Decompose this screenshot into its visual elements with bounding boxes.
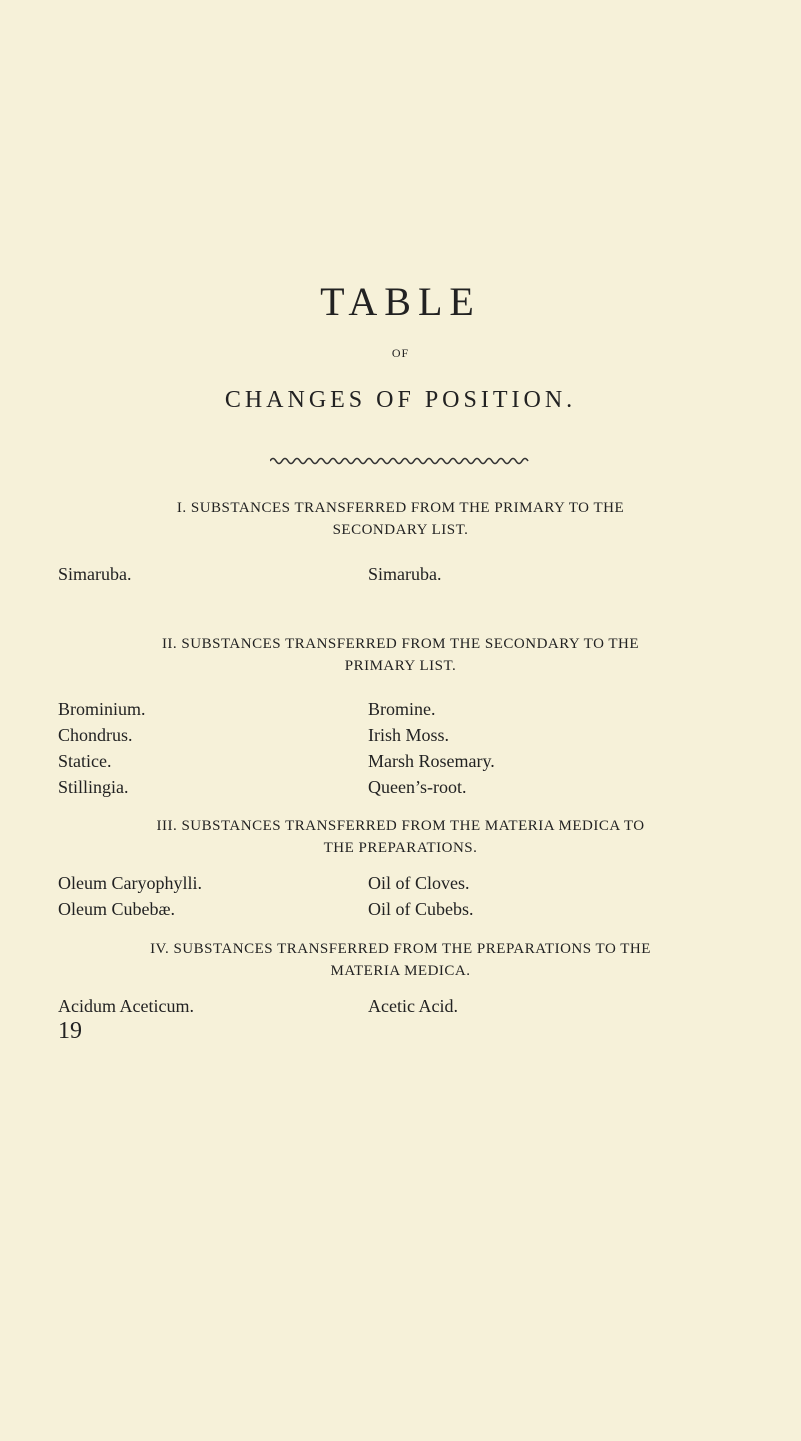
section-2-heading-line2: PRIMARY LIST. bbox=[344, 658, 457, 674]
section-2-row-3-new: Marsh Rosemary. bbox=[368, 751, 495, 771]
section-3-row-1-old: Oleum Caryophylli. bbox=[58, 873, 202, 893]
page-number: 19 bbox=[58, 1018, 82, 1044]
page-subtitle: CHANGES OF POSITION. bbox=[224, 387, 577, 413]
section-1-row-1-new: Simaruba. bbox=[368, 564, 442, 584]
section-2-row-3-old: Statice. bbox=[58, 751, 112, 771]
section-1-row-1-old: Simaruba. bbox=[58, 564, 132, 584]
page-title: TABLE bbox=[320, 279, 481, 324]
section-2-row-1-new: Bromine. bbox=[368, 699, 436, 719]
section-2-heading-line1: II. SUBSTANCES TRANSFERRED FROM THE SECONDARY TO THE bbox=[161, 636, 640, 652]
section-3-heading-line1: III. SUBSTANCES TRANSFERRED FROM THE MATERIA MEDICA TO bbox=[156, 818, 645, 834]
section-4-row-1-old: Acidum Aceticum. bbox=[58, 996, 194, 1016]
section-2-row-4-new: Queen’s-root. bbox=[368, 777, 467, 797]
section-1-heading-line1: I. SUBSTANCES TRANSFERRED FROM THE PRIMARY TO THE bbox=[176, 500, 625, 516]
section-3-heading-line2: THE PREPARATIONS. bbox=[323, 840, 478, 856]
section-1-heading-line2: SECONDARY LIST. bbox=[332, 522, 469, 538]
section-2-row-4-old: Stillingia. bbox=[58, 777, 129, 797]
section-3-row-1-new: Oil of Cloves. bbox=[368, 873, 470, 893]
section-4-heading-line1: IV. SUBSTANCES TRANSFERRED FROM THE PREPARATIONS TO THE bbox=[150, 941, 651, 957]
section-2-heading bbox=[30, 633, 771, 677]
section-4-heading bbox=[30, 938, 771, 982]
title-connector: OF bbox=[391, 346, 410, 360]
section-3-row-2-new: Oil of Cubebs. bbox=[368, 899, 474, 919]
wavy-rule-ornament bbox=[270, 455, 530, 467]
section-2-row-1-old: Brominium. bbox=[58, 699, 146, 719]
section-2-row-2-old: Chondrus. bbox=[58, 725, 133, 745]
section-3-row-2-old: Oleum Cubebæ. bbox=[58, 899, 175, 919]
section-4-row-1-new: Acetic Acid. bbox=[368, 996, 458, 1016]
section-4-heading-line2: MATERIA MEDICA. bbox=[330, 963, 471, 979]
section-2-row-2-new: Irish Moss. bbox=[368, 725, 450, 745]
section-3-heading bbox=[30, 815, 771, 859]
section-1-heading bbox=[30, 497, 771, 541]
